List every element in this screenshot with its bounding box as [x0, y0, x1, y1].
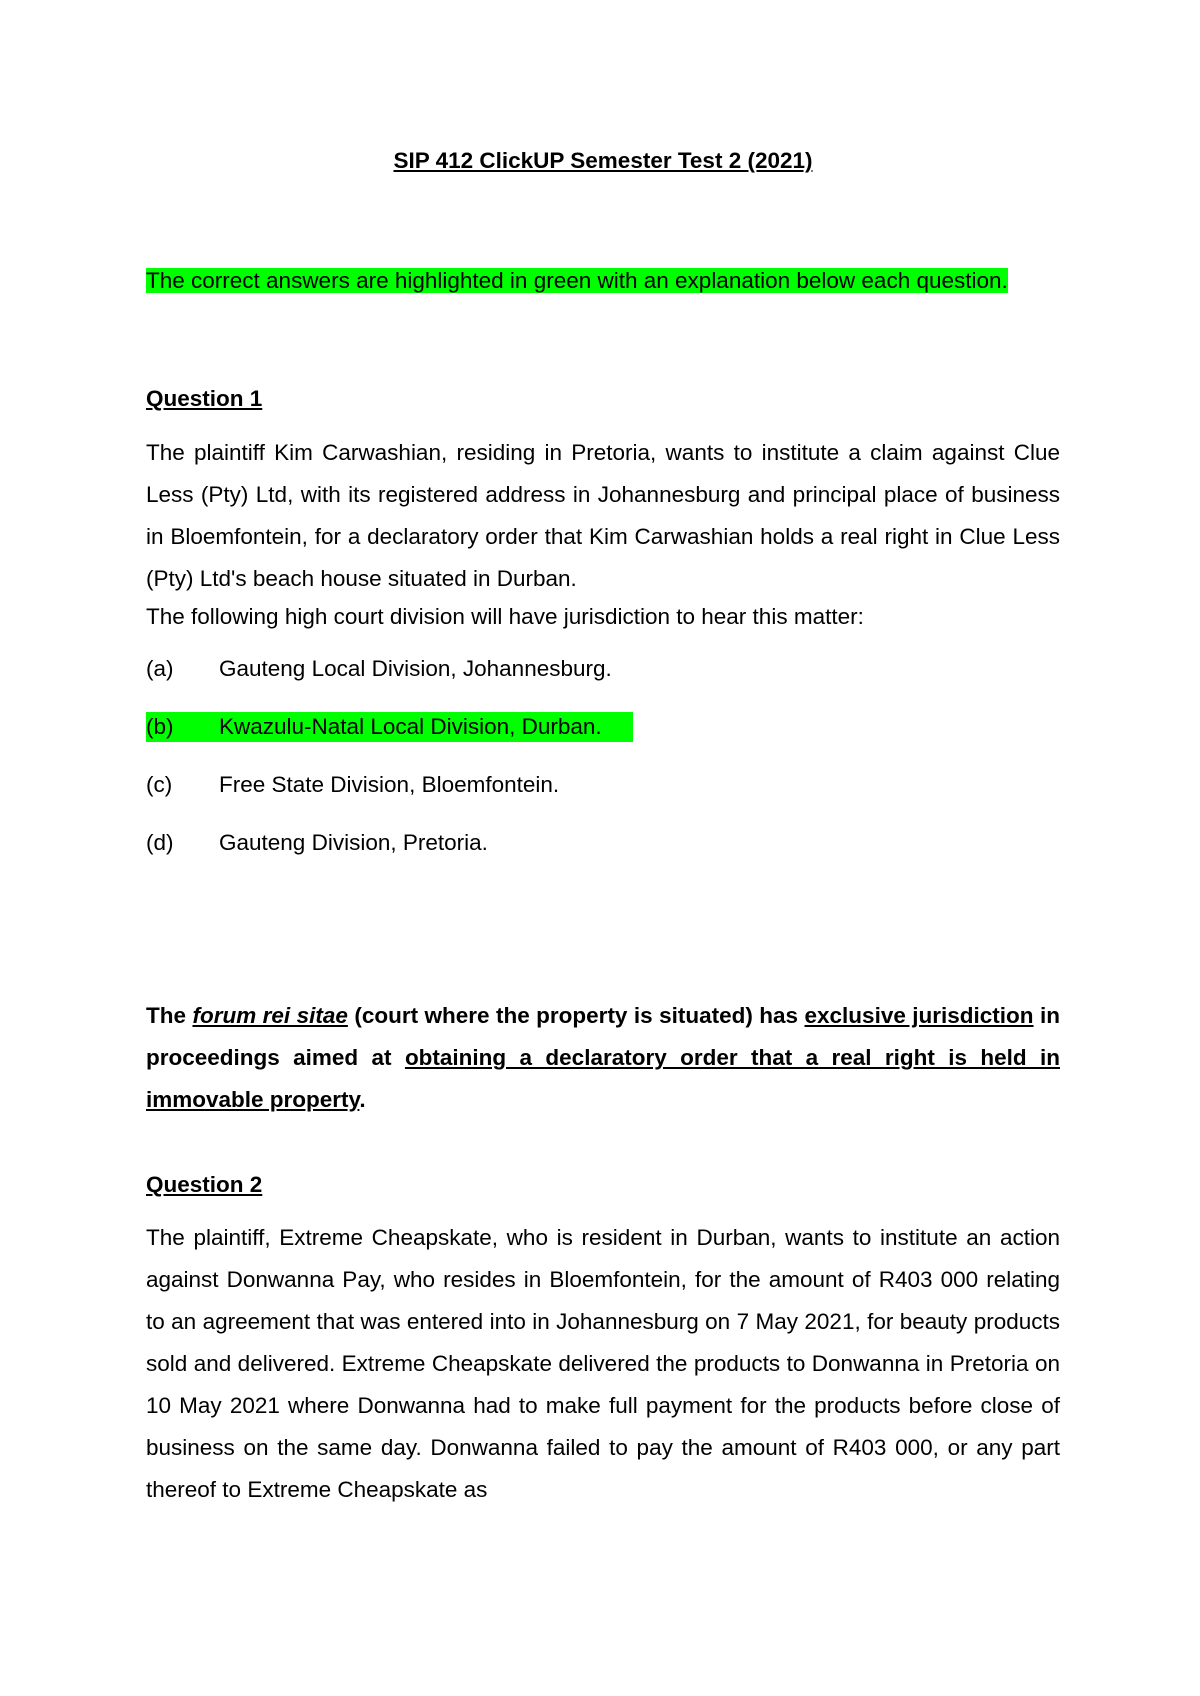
option-text: Gauteng Division, Pretoria.	[219, 830, 488, 855]
explanation-text: (court where the property is situated) has	[347, 1003, 805, 1028]
explanation-text: .	[359, 1087, 366, 1112]
question-1-explanation	[146, 995, 1060, 1121]
option-label: (d)	[146, 830, 174, 855]
explanation-term-exclusive-jurisdiction: exclusive jurisdiction	[804, 1003, 1034, 1028]
option-b-correct	[146, 711, 1060, 743]
option-d	[146, 827, 1060, 859]
explanation-text: in proceedings aimed at	[146, 1003, 1060, 1070]
option-c	[146, 769, 1060, 801]
question-1-prompt: The following high court division will have jurisdiction to hear this matter:	[146, 604, 864, 629]
option-text: Gauteng Local Division, Johannesburg.	[219, 656, 612, 681]
note-highlighted-text: The correct answers are highlighted in green with an explanation below each question.	[146, 268, 1008, 293]
option-a	[146, 653, 1060, 685]
explanation-term-forum-rei-sitae: forum rei sitae	[192, 1003, 348, 1028]
option-text: Kwazulu-Natal Local Division, Durban.	[219, 714, 602, 739]
question-1-body: The plaintiff Kim Carwashian, residing in Pretoria, wants to institute a claim against Clue Less (Pty) Ltd, with its registered address in Johannesburg and principal place of business in Bloemfontein, for a declaratory order that Kim Carwashian holds a real right in Clue Less (Pty) Ltd's beach house situated in Durban.	[146, 440, 1060, 591]
question-1-heading: Question 1	[146, 386, 263, 411]
option-label: (a)	[146, 656, 174, 681]
question-2-body: The plaintiff, Extreme Cheapskate, who is resident in Durban, wants to institute an action against Donwanna Pay, who resides in Bloemfontein, for the amount of R403 000 relating to an agreement that was entered into in Johannesburg on 7 May 2021, for beauty products sold and delivered. Extreme Cheapskate delivered the products to Donwanna in Pretoria on 10 May 2021 where Donwanna had to make full payment for the products before close of business on the same day. Donwanna failed to pay the amount of R403 000, or any part thereof to Extreme Cheapskate as	[146, 1225, 1060, 1502]
option-label: (c)	[146, 772, 173, 797]
answer-key-note	[146, 260, 1060, 302]
explanation-text: The	[146, 1003, 193, 1028]
document-title: SIP 412 ClickUP Semester Test 2 (2021)	[393, 148, 813, 173]
option-text: Free State Division, Bloemfontein.	[219, 772, 560, 797]
question-2-heading: Question 2	[146, 1172, 263, 1197]
option-label: (b)	[146, 714, 174, 739]
explanation-term-declaratory-order: obtaining a declaratory order that a real right is held in immovable property	[146, 1045, 1060, 1112]
